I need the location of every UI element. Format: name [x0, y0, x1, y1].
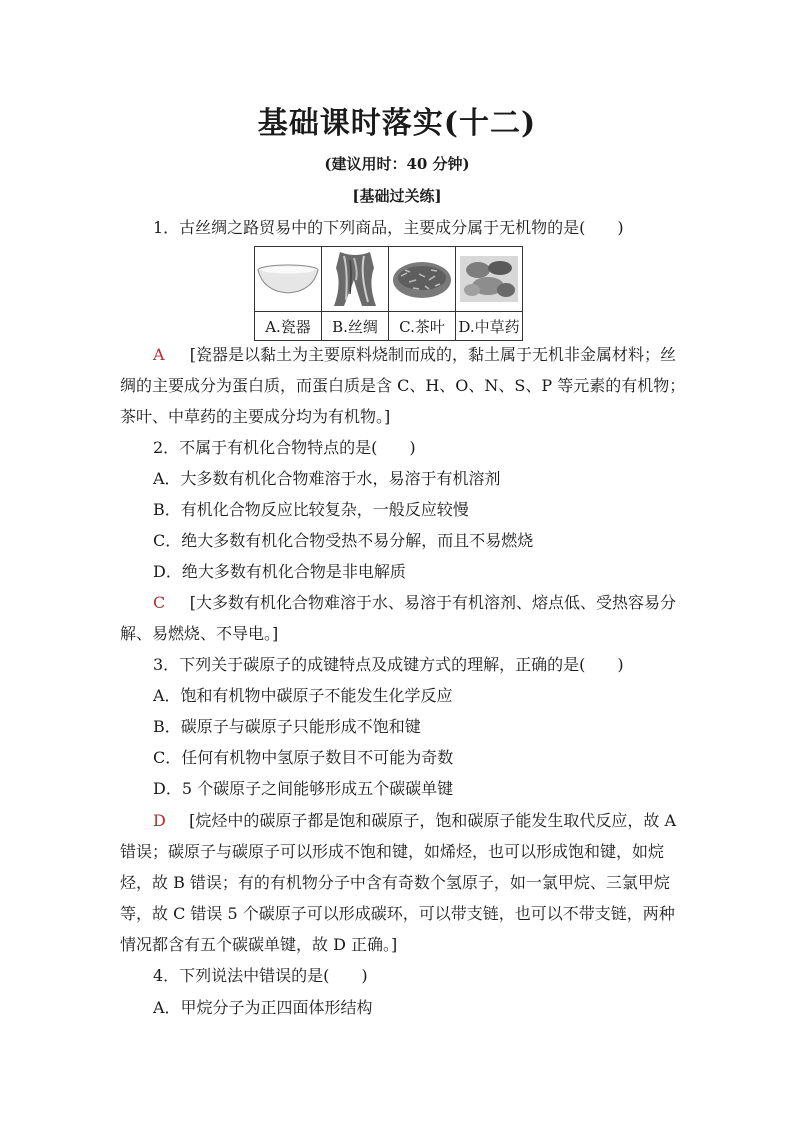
suggested-time: (建议用时：40 分钟) [324, 155, 470, 173]
q2-option-c: C．绝大多数有机化合物受热不易分解，而且不易燃烧 [153, 531, 534, 550]
q1-stem: 1．古丝绸之路贸易中的下列商品，主要成分属于无机物的是( ) [153, 218, 624, 237]
q2-option-b: B．有机化合物反应比较复杂，一般反应较慢 [153, 500, 469, 519]
silk-icon [330, 250, 380, 308]
q1-option-c-label: C.茶叶 [389, 312, 456, 341]
q2-option-d: D．绝大多数有机化合物是非电解质 [153, 562, 406, 581]
q3-explanation-line-4: 等，故 C 错误 5 个碳原子可以形成碳环，可以带支链，也可以不带支链，两种 [120, 904, 675, 923]
q2-explanation-text-1: [大多数有机化合物难溶于水、易溶于有机溶剂、熔点低、受热容易分 [189, 593, 676, 612]
q1-option-d-image [456, 247, 523, 312]
q1-explanation-line-1 [153, 345, 676, 365]
bowl-icon [255, 259, 321, 299]
page-title: 基础课时落实(十二) [257, 106, 537, 141]
q1-explanation-line-2: 绸的主要成分为蛋白质，而蛋白质是含 C、H、O、N、S、P 等元素的有机物； [120, 376, 686, 395]
q2-stem: 2．不属于有机化合物特点的是( ) [153, 438, 416, 457]
q4-stem: 4．下列说法中错误的是( ) [153, 966, 368, 985]
q2-answer: C [153, 593, 166, 612]
q3-option-b: B．碳原子与碳原子只能形成不饱和键 [153, 717, 421, 736]
q1-answer: A [153, 345, 165, 364]
q1-explanation-text-1: [瓷器是以黏土为主要原料烧制而成的，黏土属于无机非金属材料；丝 [189, 345, 676, 364]
q3-option-c: C．任何有机物中氢原子数目不可能为奇数 [153, 748, 454, 767]
q1-options-table [254, 246, 523, 341]
q1-option-b-image [322, 247, 389, 312]
q3-option-a: A．饱和有机物中碳原子不能发生化学反应 [153, 686, 453, 705]
q2-option-a: A．大多数有机化合物难溶于水，易溶于有机溶剂 [153, 469, 501, 488]
q3-explanation-line-3: 烃，故 B 错误；有的有机物分子中含有奇数个氢原子，如一氯甲烷、三氯甲烷 [120, 873, 670, 892]
q1-option-a-label: A.瓷器 [255, 312, 322, 341]
q3-explanation-line-1 [153, 811, 676, 831]
q3-explanation-line-2: 错误；碳原子与碳原子可以形成不饱和键，如烯烃，也可以形成饱和键，如烷 [120, 842, 665, 861]
q1-explanation-line-3: 茶叶、中草药的主要成分均为有机物。] [120, 407, 391, 426]
section-heading: [基础过关练] [352, 187, 442, 205]
q2-explanation-line-2: 解、易燃烧、不导电。] [120, 624, 279, 643]
q2-explanation-line-1 [153, 593, 676, 613]
q4-option-a: A．甲烷分子为正四面体形结构 [153, 998, 373, 1017]
q1-option-b-label: B.丝绸 [322, 312, 389, 341]
tea-icon [391, 256, 453, 302]
q3-explanation-text-1: [烷烃中的碳原子都是饱和碳原子，饱和碳原子能发生取代反应，故 A [189, 811, 676, 830]
herb-icon [458, 254, 520, 304]
q1-option-c-image [389, 247, 456, 312]
q1-option-a-image [255, 247, 322, 312]
q3-option-d: D．5 个碳原子之间能够形成五个碳碳单键 [153, 779, 454, 798]
q3-answer: D [153, 811, 166, 830]
q3-stem: 3．下列关于碳原子的成键特点及成键方式的理解，正确的是( ) [153, 655, 624, 674]
q1-option-d-label: D.中草药 [456, 312, 523, 341]
q3-explanation-line-5: 情况都含有五个碳碳单键，故 D 正确。] [120, 935, 398, 954]
